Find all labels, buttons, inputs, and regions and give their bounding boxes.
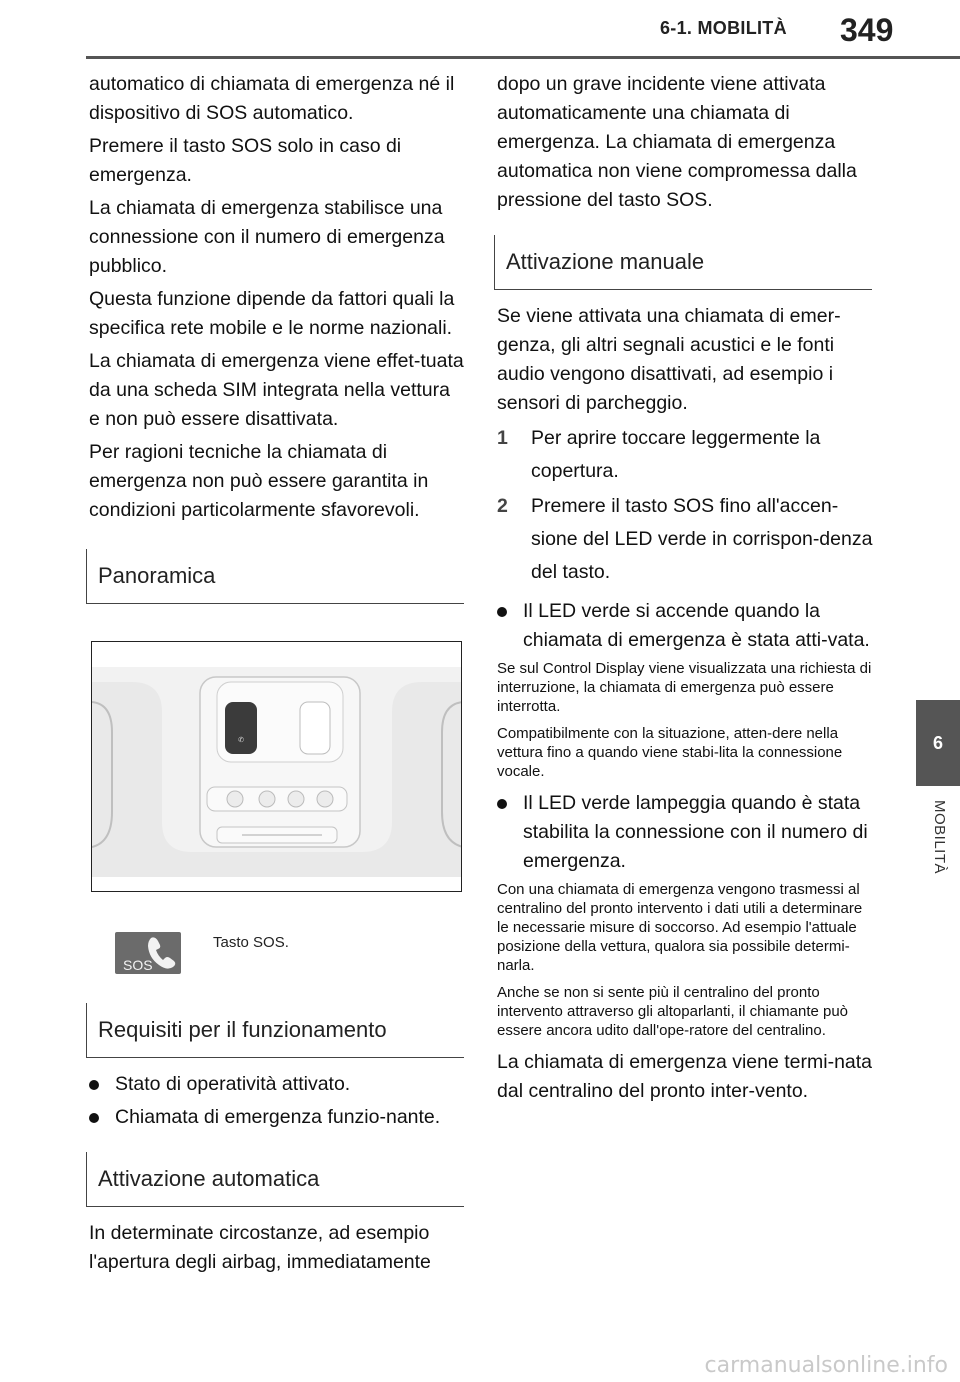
svg-text:✆: ✆ xyxy=(238,737,244,744)
heading-manual-activation: Attivazione manuale xyxy=(494,235,872,290)
list-item xyxy=(497,789,873,876)
chapter-number: 6 xyxy=(932,732,943,753)
chapter-tab[interactable] xyxy=(916,700,960,786)
header-divider xyxy=(86,56,960,59)
paragraph: dopo un grave incidente viene attivata automaticamente una chiamata di emergenza. La chiamata di emergenza automatica non viene compromessa dalla pressione del tasto SOS. xyxy=(497,73,857,211)
step-number: 1 xyxy=(497,427,508,449)
sos-caption: Tasto SOS. xyxy=(213,934,289,951)
page-number: 349 xyxy=(840,12,894,48)
list-item xyxy=(89,1103,465,1132)
paragraph: Se viene attivata una chiamata di emer-genza, gli altri segnali acustici e le fonti audio vengono disattivati, ad esempio i sensori di parcheggio. xyxy=(497,305,841,414)
sos-phone-icon xyxy=(115,932,181,974)
step-item xyxy=(497,422,873,488)
paragraph: Premere il tasto SOS solo in caso di emergenza. xyxy=(89,135,402,186)
heading-auto-activation: Attivazione automatica xyxy=(86,1152,464,1207)
step-text: Premere il tasto SOS fino all'accen-sione del LED verde in corrispon-denza del tasto. xyxy=(531,495,873,583)
sos-key-row xyxy=(115,932,465,974)
requirement-text: Chiamata di emergenza funzio-nante. xyxy=(115,1106,441,1128)
right-column xyxy=(497,70,873,1110)
watermark: carmanualsonline.info xyxy=(704,1353,948,1378)
note: Con una chiamata di emergenza vengono trasmessi al centralino del pronto intervento i dati utili a determinare le necessarie misure di soccorso. Ad esempio l'attuale posizione della vettura, qualora sia possibile determi-narla. xyxy=(497,881,863,974)
note: Anche se non si sente più il centralino del pronto intervento attraverso gli altoparlanti, il chiamante può essere ancora udito dall'ope-ratore del centralino. xyxy=(497,984,849,1039)
overhead-console-illustration xyxy=(91,641,462,892)
paragraph: Per ragioni tecniche la chiamata di emergenza non può essere garantita in condizioni particolarmente sfavorevoli. xyxy=(89,441,429,521)
paragraph: Questa funzione dipende da fattori quali la specifica rete mobile e le norme nazionali. xyxy=(89,288,455,339)
left-column xyxy=(89,70,465,604)
note: Compatibilmente con la situazione, atten-dere nella vettura fino a quando viene stabi-lita la connessione vocale. xyxy=(497,725,843,780)
bullet-text: Il LED verde si accende quando la chiamata di emergenza è stata atti-vata. xyxy=(523,600,870,651)
chapter-label: MOBILITÀ xyxy=(931,800,948,875)
note: Se sul Control Display viene visualizzata una richiesta di interruzione, la chiamata di emergenza può essere interrotta. xyxy=(497,660,872,715)
paragraph: La chiamata di emergenza stabilisce una connessione con il numero di emergenza pubblico. xyxy=(89,197,445,277)
console-drawing xyxy=(92,642,462,892)
step-text: Per aprire toccare leggermente la copertura. xyxy=(531,427,821,482)
step-number: 2 xyxy=(497,495,508,517)
requirement-text: Stato di operatività attivato. xyxy=(115,1073,351,1095)
section-title: 6-1. MOBILITÀ xyxy=(660,18,787,38)
heading-overview: Panoramica xyxy=(86,549,464,604)
paragraph: La chiamata di emergenza viene effet-tuata da una scheda SIM integrata nella vettura e non può essere disattivata. xyxy=(89,350,464,430)
paragraph: automatico di chiamata di emergenza né il dispositivo di SOS automatico. xyxy=(89,73,455,124)
heading-requirements: Requisiti per il funzionamento xyxy=(86,1003,464,1058)
sos-icon-label: SOS xyxy=(123,957,153,973)
bullet-text: Il LED verde lampeggia quando è stata stabilita la connessione con il numero di emergenza. xyxy=(523,792,868,872)
step-item xyxy=(497,490,873,589)
left-column-lower xyxy=(89,1003,465,1281)
list-item xyxy=(89,1070,465,1099)
paragraph: La chiamata di emergenza viene termi-nata dal centralino del pronto inter-vento. xyxy=(497,1051,873,1102)
list-item xyxy=(497,597,873,655)
paragraph: In determinate circostanze, ad esempio l'apertura degli airbag, immediatamente xyxy=(89,1222,431,1273)
